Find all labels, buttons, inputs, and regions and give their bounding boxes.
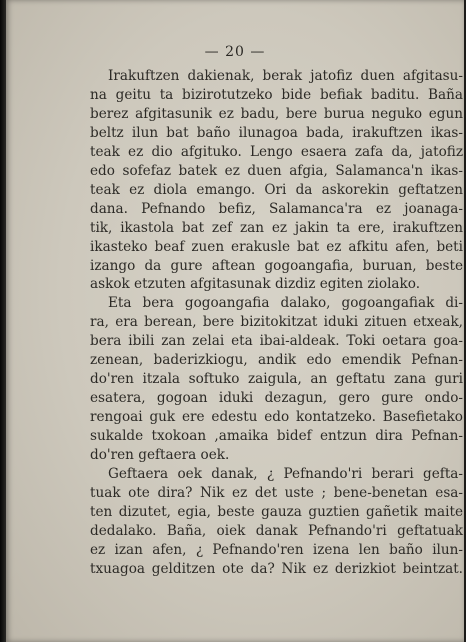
text-line: beltz ilun bat baño ilunagoa bada, irakuftzen ikas- (90, 124, 463, 141)
text-line: ikasteko beaf zuen erakusle bat ez afkitu afen, beti (90, 238, 463, 255)
text-line: izango da gure aftean gogoangafia, buruan, beste (90, 257, 463, 274)
text-line: berez afgitasunik ez badu, bere burua neguko egun (90, 105, 463, 122)
page-number: — 20 — (204, 44, 266, 60)
text-line: teak ez dio afgituko. Lengo esaera zafa da, jatofiz (90, 143, 463, 160)
text-line: dedalako. Baña, oiek danak Pefnando'ri geftatuak (90, 522, 463, 539)
text-line: do'ren geftaera oek. (90, 447, 230, 464)
text-line: txuagoa gelditzen ote da? Nik ez derizkiot beintzat. (90, 560, 463, 577)
text-line: ra, era berean, bere bizitokitzat iduki zituen etxeak, (90, 314, 463, 331)
text-line: ez izan afen, ¿ Pefnando'ren izena len baño ilun- (90, 541, 463, 558)
text-line: Eta bera gogoangafia dalako, gogoangafiak di- (108, 295, 463, 312)
text-line: esatera, gogoan iduki dezagun, gero gure ondo- (90, 390, 463, 407)
text-line: ten dizutet, egia, beste gauza guztien gañetik maite (90, 503, 463, 520)
text-line: bera ibili zan zelai eta ibai-aldeak. Toki oetara goa- (90, 333, 463, 350)
book-page (6, 0, 464, 642)
text-line: askok etzuten afgitasunak dizdiz egiten ziolako. (90, 276, 421, 293)
text-line: Geftaera oek danak, ¿ Pefnando'ri berari gefta- (108, 466, 463, 483)
text-line: sukalde txokoan ,amaika bidef entzun dira Pefnan- (90, 428, 463, 445)
body-text (90, 67, 463, 579)
text-line: na geitu ta bizirotutzeko bide befiak baditu. Baña (90, 86, 463, 103)
text-line: tik, ikastola bat zef zan ez jakin ta ere, irakuftzen (90, 219, 463, 236)
text-line: do'ren itzala softuko zaigula, an geftatu zana guri (90, 371, 463, 388)
text-line: zenean, baderizkiogu, andik edo emendik Pefnan- (90, 352, 463, 369)
text-line: edo sofefaz batek ez duen afgia, Salamanca'n ikas- (90, 162, 463, 179)
text-line: rengoai guk ere edestu edo kontatzeko. Basefietako (90, 409, 463, 426)
text-line: tuak ote dira? Nik ez det uste ; bene-benetan esa- (90, 484, 463, 501)
text-line: dana. Pefnando befiz, Salamanca'ra ez joanaga- (90, 200, 463, 217)
text-line: teak ez diola emango. Ori da askorekin geftatzen (90, 181, 463, 198)
text-line: Irakuftzen dakienak, berak jatofiz duen afgitasu- (108, 68, 463, 84)
